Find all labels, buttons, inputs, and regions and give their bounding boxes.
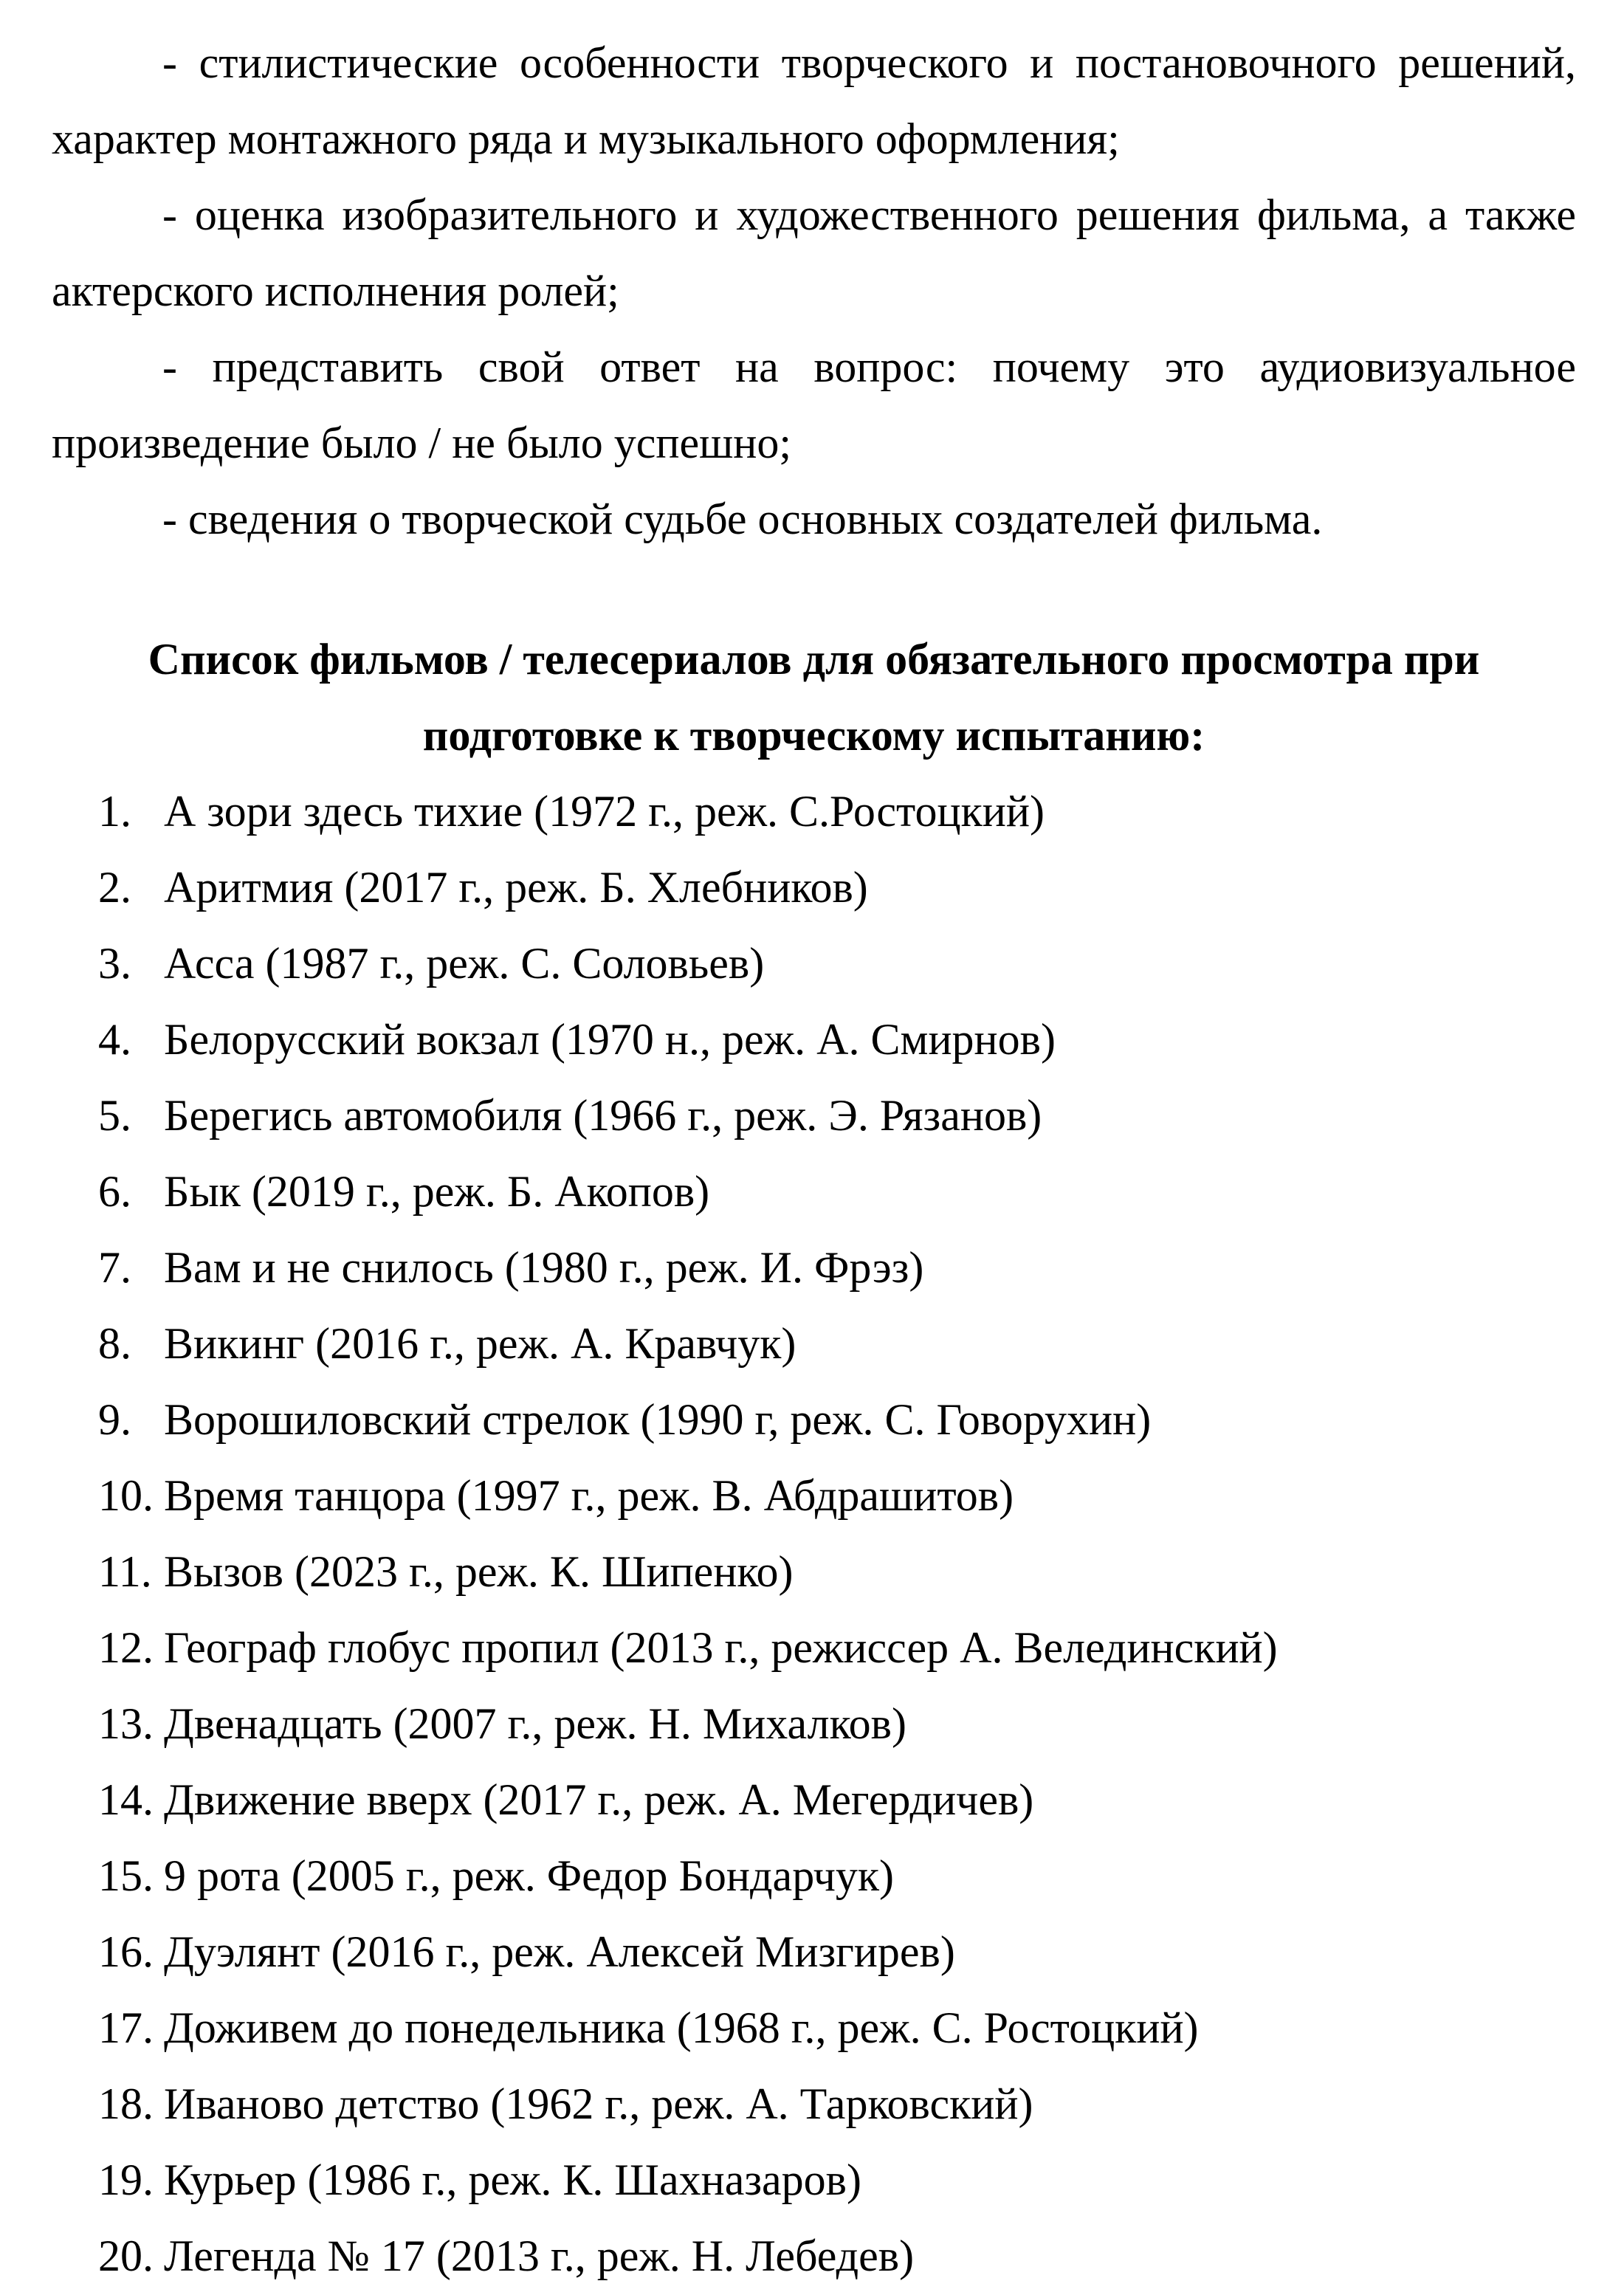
paragraph-line: характер монтажного ряда и музыкального оформления; [52,114,1120,163]
list-item-number: 3. [98,939,131,988]
list-item [98,1458,1576,1534]
list-item-number: 13. [98,1699,154,1748]
list-item [98,2142,1576,2218]
list-item-number: 14. [98,1775,154,1824]
list-item-number: 7. [98,1243,131,1292]
film-title: А зори здесь тихие (1972 г., реж. С.Ростоцкий) [164,787,1045,836]
paragraph-line: - оценка изобразительного и художественного решения фильма, а также [162,190,1576,239]
film-title: Иваново детство (1962 г., реж. А. Тарковский) [164,2079,1033,2128]
film-title: Аритмия (2017 г., реж. Б. Хлебников) [164,863,868,912]
list-item-number: 19. [98,2155,154,2204]
list-item [98,1306,1576,1382]
list-item-number: 5. [98,1091,131,1140]
list-item-number: 11. [98,1547,152,1596]
film-title: Курьер (1986 г., реж. К. Шахназаров) [164,2155,861,2204]
film-title: Доживем до понедельника (1968 г., реж. С. Ростоцкий) [164,2003,1199,2052]
films-list [52,774,1576,2294]
list-item [98,1686,1576,1762]
film-title: Бык (2019 г., реж. Б. Акопов) [164,1167,710,1216]
paragraph-line: - сведения о творческой судьбе основных создателей фильма. [162,495,1323,543]
list-item [98,2218,1576,2294]
list-item [98,1382,1576,1458]
list-item [98,1078,1576,1154]
list-item-number: 9. [98,1395,131,1444]
paragraph-line: актерского исполнения ролей; [52,266,619,315]
film-title: Дуэлянт (2016 г., реж. Алексей Мизгирев) [164,1927,955,1976]
list-item [98,1838,1576,1914]
list-item [98,850,1576,926]
list-item [98,1230,1576,1306]
film-title: Время танцора (1997 г., реж. В. Абдрашитов) [164,1471,1014,1520]
list-item [98,1002,1576,1078]
list-item [98,2066,1576,2142]
list-item-number: 17. [98,2003,154,2052]
list-item-number: 18. [98,2079,154,2128]
list-item [98,774,1576,850]
list-heading [52,622,1576,774]
film-title: Географ глобус пропил (2013 г., режиссер А. Велединский) [164,1623,1278,1672]
list-item [98,926,1576,1002]
list-item [98,1914,1576,1990]
film-title: Двенадцать (2007 г., реж. Н. Михалков) [164,1699,906,1748]
list-item-number: 16. [98,1927,154,1976]
paragraph-line: произведение было / не было успешно; [52,419,792,467]
film-title: Вам и не снилось (1980 г., реж. И. Фрэз) [164,1243,924,1292]
film-title: Вызов (2023 г., реж. К. Шипенко) [164,1547,794,1596]
film-title: Викинг (2016 г., реж. А. Кравчук) [164,1319,796,1368]
list-item-number: 8. [98,1319,131,1368]
list-item-number: 2. [98,863,131,912]
list-item [98,1154,1576,1230]
film-title: Движение вверх (2017 г., реж. А. Мегердичев) [164,1775,1034,1824]
film-title: Легенда № 17 (2013 г., реж. Н. Лебедев) [164,2232,915,2280]
intro-paragraphs [52,25,1576,557]
list-item [98,1610,1576,1686]
list-item-number: 10. [98,1471,154,1520]
list-item [98,1534,1576,1610]
list-item-number: 1. [98,787,131,836]
film-title: Белорусский вокзал (1970 н., реж. А. Смирнов) [164,1015,1056,1064]
paragraph-line: - представить свой ответ на вопрос: почему это аудиовизуальное [162,343,1576,391]
film-title: Ворошиловский стрелок (1990 г, реж. С. Говорухин) [164,1395,1152,1444]
list-item-number: 6. [98,1167,131,1216]
film-title: 9 рота (2005 г., реж. Федор Бондарчук) [164,1851,895,1900]
list-heading-line-2: подготовке к творческому испытанию: [422,711,1205,760]
list-item-number: 4. [98,1015,131,1064]
paragraph-line: - стилистические особенности творческого и постановочного решений, [162,38,1576,87]
list-heading-line-1: Список фильмов / телесериалов для обязательного просмотра при [148,635,1480,684]
film-title: Асса (1987 г., реж. С. Соловьев) [164,939,765,988]
list-item-number: 15. [98,1851,154,1900]
list-item-number: 20. [98,2232,154,2280]
film-title: Берегись автомобиля (1966 г., реж. Э. Рязанов) [164,1091,1042,1140]
list-item [98,1762,1576,1838]
list-item [98,1990,1576,2066]
list-item-number: 12. [98,1623,154,1672]
